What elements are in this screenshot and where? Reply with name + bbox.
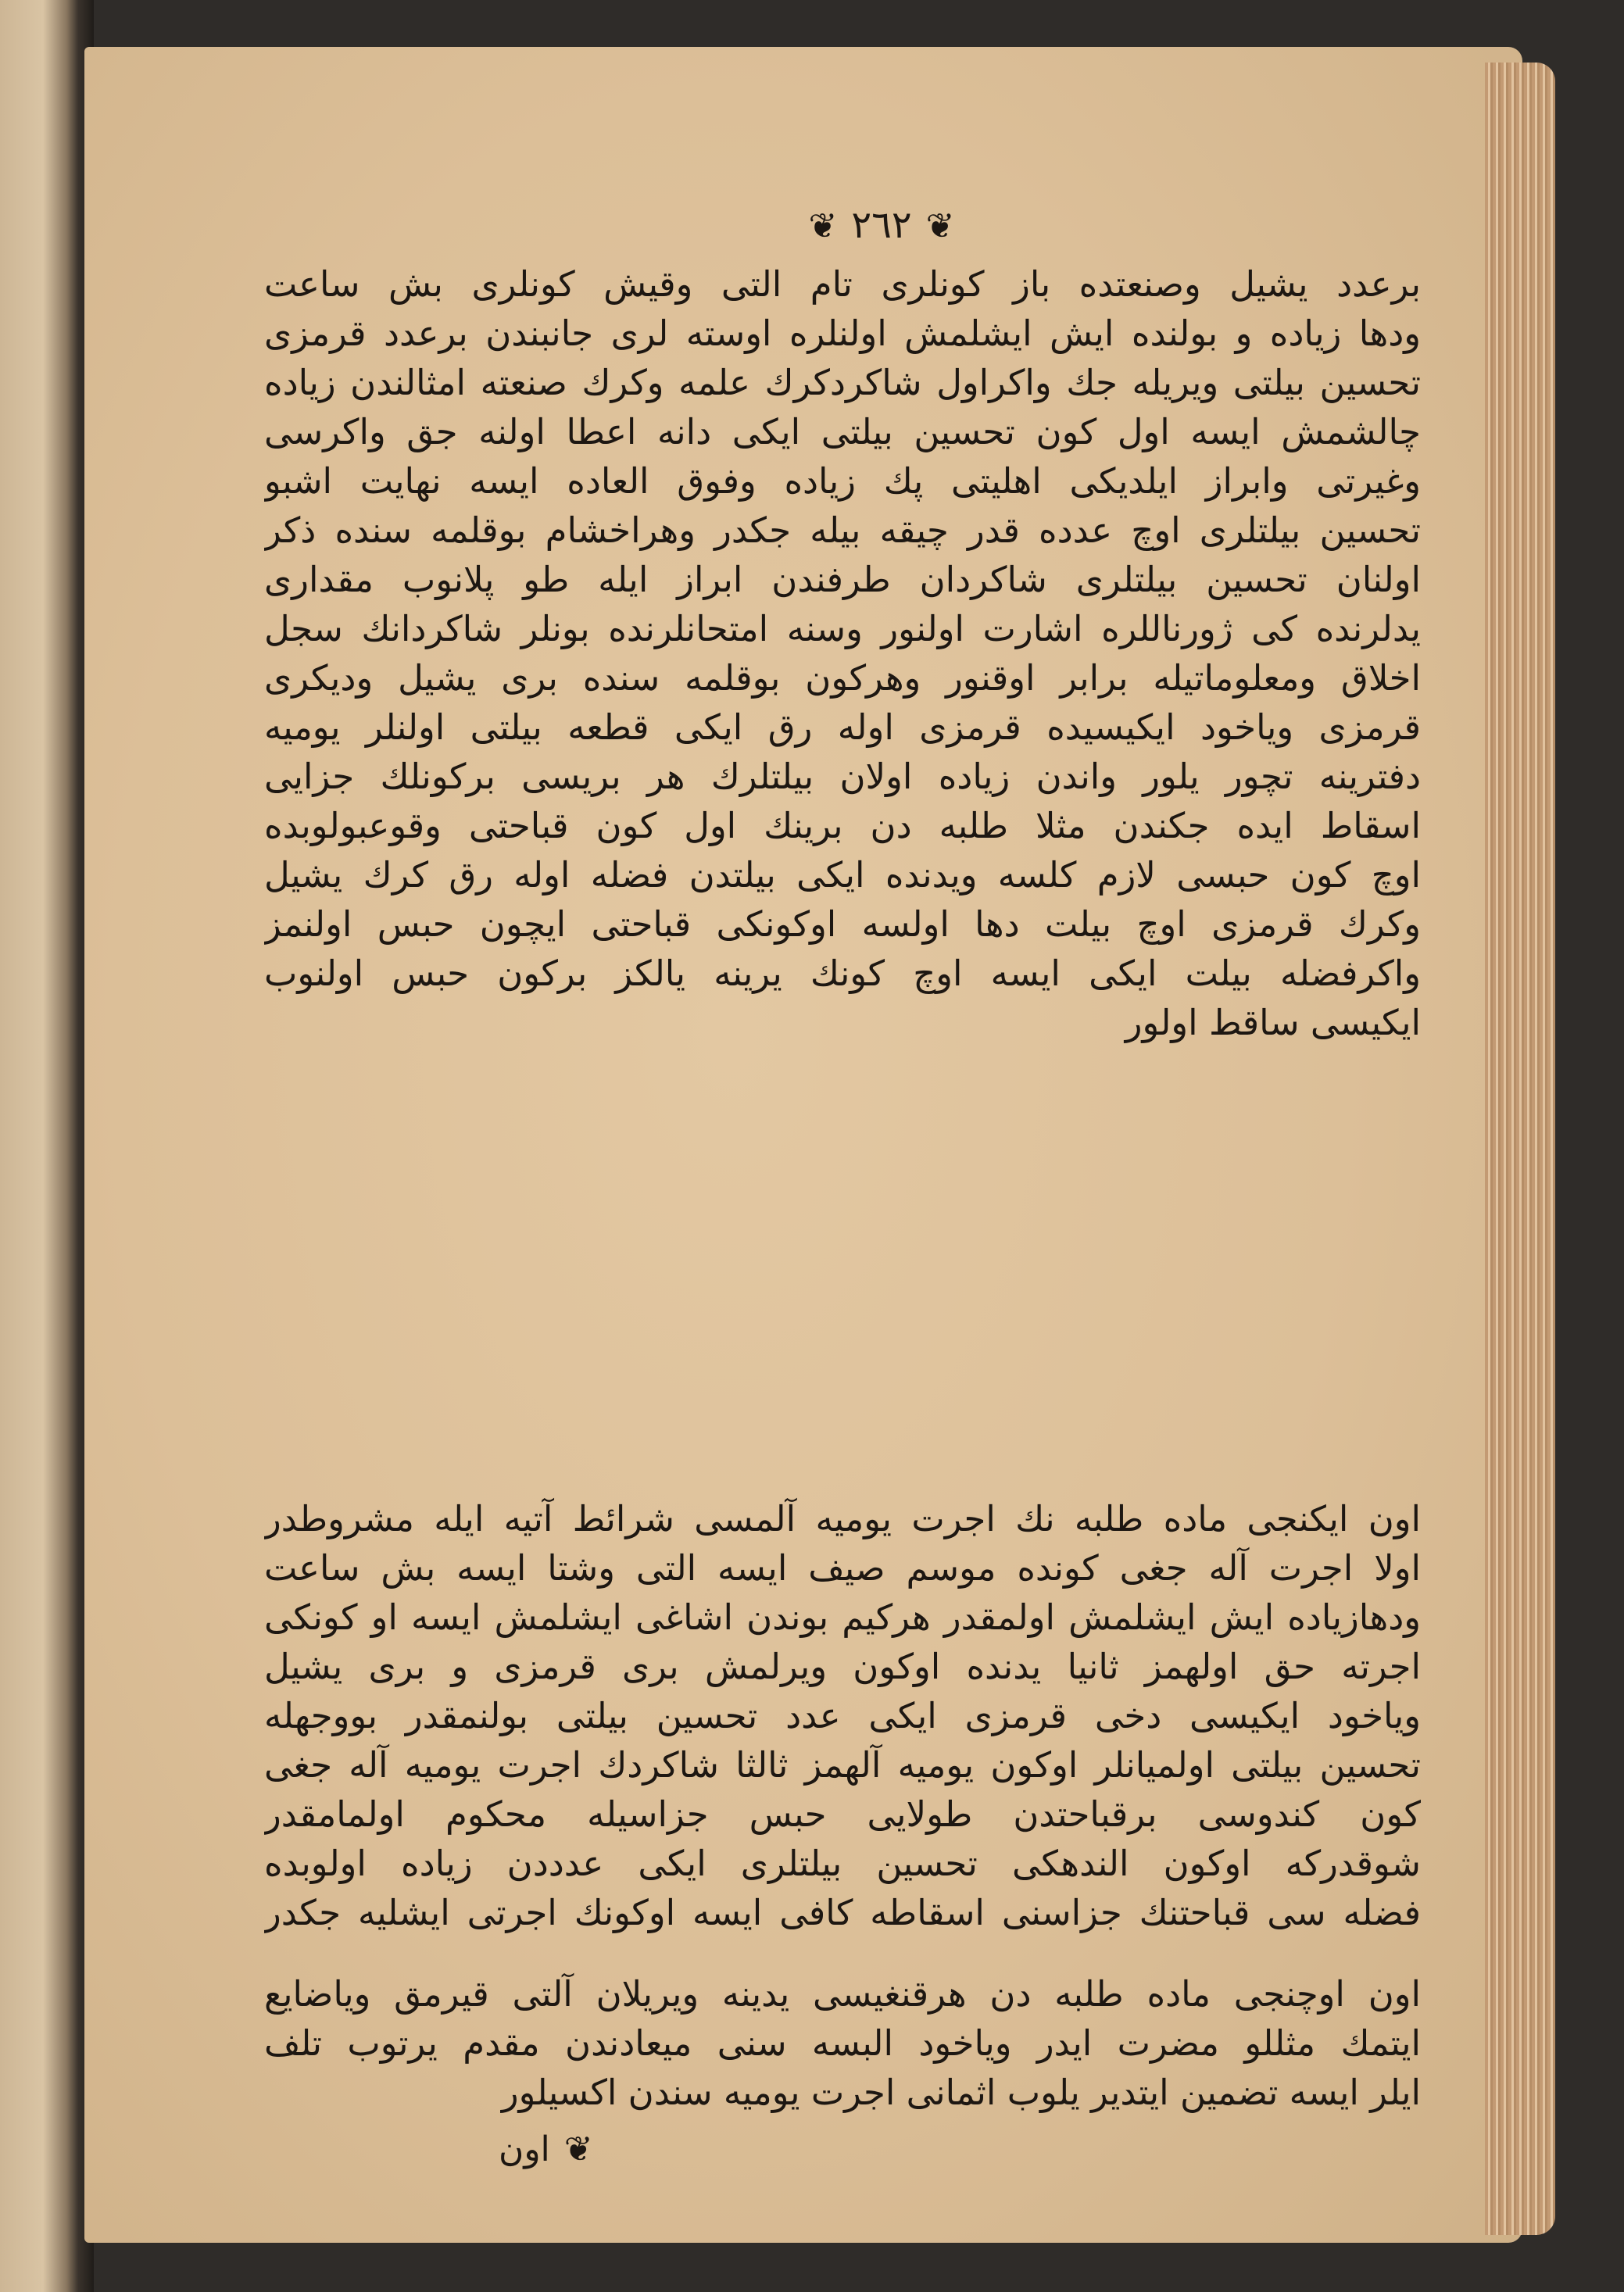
page-fore-edge bbox=[1485, 63, 1555, 2235]
text-line: ودها زياده و بولنده ايش ايشلمش اولنلره اوسته لرى جانبندن برعدد قرمزى bbox=[264, 313, 1421, 354]
paragraph bbox=[264, 259, 1421, 1047]
text-line: اون اوچنجى ماده طلبه دن هرقنغيسى يدينه ويريلان آلتى قيرمق وياضايع bbox=[264, 1973, 1421, 2015]
text-line: ايتمك مثللو مضرت ايدر وياخود البسه سنى ميعادندن مقدم يرتوب تلف bbox=[264, 2022, 1421, 2064]
paragraph bbox=[264, 1969, 1421, 2117]
text-line: كون كندوسى برقباحتدن طولايى حبس جزاسيله محكوم اولمامقدر bbox=[264, 1793, 1421, 1835]
text-line: اخلاق ومعلوماتيله برابر اوقنور وهركون بوقلمه سنده برى يشيل وديكرى bbox=[264, 657, 1421, 699]
text-line: فضله سى قباحتنك جزاسنى اسقاطه كافى ايسه اوكونك اجرتى ايشليه جكدر bbox=[264, 1892, 1421, 1933]
text-line: واكرفضله بيلت ايكى ايسه اوچ كونك يرينه يالكز بركون حبس اولنوب bbox=[264, 953, 1421, 994]
book-page bbox=[84, 47, 1522, 2243]
catchword bbox=[499, 2129, 608, 2169]
text-line: شوقدركه اوكون الندهكى تحسين بيلتلرى ايكى عدددن زياده اولوبده bbox=[264, 1843, 1421, 1884]
page-number-label: ٢٦٢ bbox=[851, 203, 912, 247]
text-line: تحسين بيلتلرى اوچ عدده قدر چيقه بيله جكدر وهراخشام بوقلمه سنده ذكر bbox=[264, 510, 1421, 551]
page-number bbox=[764, 203, 999, 247]
paragraph bbox=[264, 1494, 1421, 1937]
text-line: اون ايكنجى ماده طلبه نك اجرت يوميه آلمسى شرائط آتيه ايله مشروطدر bbox=[264, 1498, 1421, 1539]
text-line: ودهازياده ايش ايشلمش اولمقدر هركيم بوندن اشاغى ايشلمش ايسه او كونكى bbox=[264, 1597, 1421, 1638]
catchword-label: اون bbox=[499, 2129, 550, 2169]
text-line: وغيرتى وابراز ايلديكى اهليتى پك زياده وفوق العاده ايسه نهايت اشبو bbox=[264, 460, 1421, 502]
text-line: برعدد يشيل وصنعتده باز كونلرى تام التى وقيش كونلرى بش ساعت bbox=[264, 263, 1421, 305]
ornament-icon: ❦ bbox=[925, 206, 955, 246]
text-line: ايكيسى ساقط اولور bbox=[1125, 1002, 1421, 1043]
text-line: وياخود ايكيسى دخى قرمزى ايكى عدد تحسين بيلتى بولنمقدر بووجهله bbox=[264, 1695, 1421, 1736]
ornament-icon: ❦ bbox=[563, 2129, 593, 2169]
left-page-edge bbox=[0, 0, 78, 2292]
ornament-icon: ❦ bbox=[808, 206, 838, 246]
text-line: اسقاط ايده جكندن مثلا طلبه دن برينك اول كون قباحتى وقوعبولوبده bbox=[264, 805, 1421, 846]
text-line: اولا اجرت آله جغى كونده موسم صيف ايسه التى وشتا ايسه بش ساعت bbox=[264, 1547, 1421, 1589]
text-line: قرمزى وياخود ايكيسيده قرمزى اوله رق ايكى قطعه بيلتى اولنلر يوميه bbox=[264, 706, 1421, 748]
text-line: چالشمش ايسه اول كون تحسين بيلتى ايكى دانه اعطا اولنه جق واكرسى bbox=[264, 411, 1421, 452]
page-text bbox=[264, 47, 1421, 2169]
text-line: اولنان تحسين بيلتلرى شاكردان طرفندن ابراز ايله طو پلانوب مقدارى bbox=[264, 559, 1421, 600]
text-line: اوچ كون حبسى لازم كلسه ويدنده ايكى بيلتدن فضله اوله رق كرك يشيل bbox=[264, 854, 1421, 896]
text-line: وكرك قرمزى اوچ بيلت دها اولسه اوكونكى قباحتى ايچون حبس اولنمز bbox=[264, 903, 1421, 945]
text-line: يدلرنده كى ژورناللره اشارت اولنور وسنه امتحانلرنده بونلر شاكردانك سجل bbox=[264, 608, 1421, 649]
text-line: دفترينه تچور يلور واندن زياده اولان بيلتلرك هر بريسى بركونلك جزايى bbox=[264, 756, 1421, 797]
text-line: تحسين بيلتى اولميانلر اوكون يوميه آلهمز ثالثا شاكردك اجرت يوميه آله جغى bbox=[264, 1744, 1421, 1786]
text-line: ايلر ايسه تضمين ايتدير يلوب اثمانى اجرت يوميه سندن اكسيلور bbox=[501, 2072, 1421, 2113]
text-line: اجرته حق اولهمز ثانيا يدنده اوكون ويرلمش برى قرمزى و برى يشيل bbox=[264, 1646, 1421, 1687]
text-line: تحسين بيلتى ويريله جك واكراول شاكردكرك علمه وكرك صنعته امثالندن زياده bbox=[264, 362, 1421, 403]
